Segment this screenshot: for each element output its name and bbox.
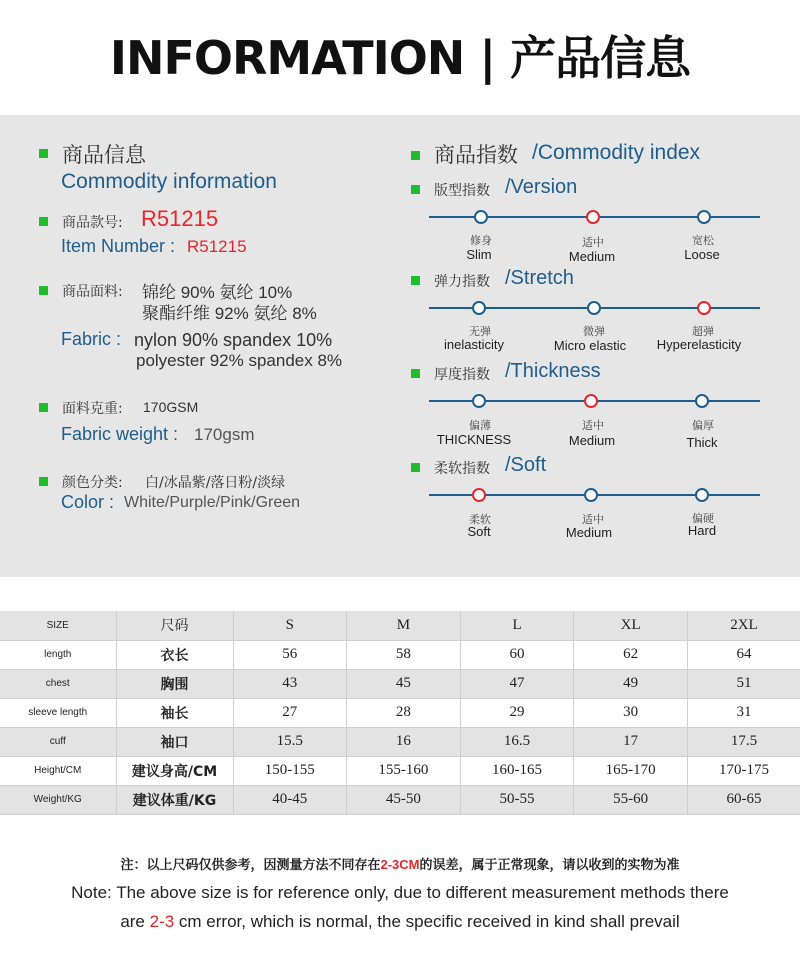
table-cell: 50-55: [460, 785, 574, 814]
soft-opt-en: Medium: [565, 525, 613, 540]
table-cell: 15.5: [233, 727, 347, 756]
table-cell: 40-45: [233, 785, 347, 814]
thickness-opt-en: THICKNESS: [436, 432, 512, 447]
table-cell: 165-170: [574, 756, 688, 785]
bullet-icon: [411, 463, 420, 472]
table-cell: 17.5: [687, 727, 800, 756]
item-number-label-cn: 商品款号:: [62, 215, 123, 231]
table-row: [0, 756, 800, 785]
bullet-icon: [39, 149, 48, 158]
stretch-label-en: /Stretch: [505, 267, 574, 289]
table-row: [0, 727, 800, 756]
thickness-dot-thick: [695, 394, 709, 408]
table-cell: 胸围: [116, 669, 233, 698]
fabric-en-line-2: polyester 92% spandex 8%: [136, 351, 343, 370]
table-cell: 袖长: [116, 698, 233, 727]
table-cell: length: [0, 640, 116, 669]
table-cell: chest: [0, 669, 116, 698]
table-cell: cuff: [0, 727, 116, 756]
table-cell: 58: [347, 640, 461, 669]
item-number-value-cn: R51215: [141, 206, 219, 231]
table-cell: 2XL: [687, 611, 800, 640]
table-cell: 31: [687, 698, 800, 727]
weight-label-en: Fabric weight :: [61, 424, 179, 444]
thickness-opt-cn: 偏薄: [469, 420, 491, 432]
note-en-highlight: 2-3: [149, 912, 175, 931]
table-cell: 27: [233, 698, 347, 727]
version-dot-medium: [586, 210, 600, 224]
stretch-opt-cn: 无弹: [469, 326, 491, 338]
soft-opt-cn: 柔软: [469, 514, 491, 526]
weight-label-cn: 面料克重:: [62, 401, 123, 417]
size-table: [0, 611, 800, 815]
table-cell: 建议体重/KG: [116, 785, 233, 814]
color-label-en: Color :: [61, 492, 115, 512]
thickness-dot-thin: [472, 394, 486, 408]
bullet-icon: [411, 151, 420, 160]
note-cn-after: 的误差，属于正常现象，请以收到的实物为准: [419, 857, 680, 872]
table-cell: M: [347, 611, 461, 640]
table-cell: 尺码: [116, 611, 233, 640]
soft-opt-cn: 偏硬: [692, 513, 714, 525]
table-cell: 17: [574, 727, 688, 756]
note-cn-before: 注：以上尺码仅供参考，因测量方法不同存在: [120, 857, 381, 872]
table-cell: 29: [460, 698, 574, 727]
color-value-en: White/Purple/Pink/Green: [124, 494, 301, 511]
weight-value-cn: 170GSM: [143, 399, 199, 415]
commodity-info-heading-en: Commodity information: [61, 170, 277, 193]
note-cn: [0, 854, 800, 873]
bullet-icon: [411, 369, 420, 378]
table-row: [0, 640, 800, 669]
table-cell: 袖口: [116, 727, 233, 756]
stretch-dot-inelastic: [472, 301, 486, 315]
stretch-opt-en: inelasticity: [444, 337, 504, 352]
table-cell: 160-165: [460, 756, 574, 785]
version-opt-cn: 适中: [582, 237, 604, 249]
stretch-label-cn: 弹力指数: [434, 274, 490, 290]
stretch-opt-en: Hyperelasticity: [656, 337, 742, 352]
soft-dot-hard: [695, 488, 709, 502]
table-cell: 155-160: [347, 756, 461, 785]
version-opt-en: Medium: [568, 249, 616, 264]
bullet-icon: [39, 217, 48, 226]
soft-dot-soft: [472, 488, 486, 502]
stretch-dot-micro: [587, 301, 601, 315]
thickness-dot-medium: [584, 394, 598, 408]
table-cell: L: [460, 611, 574, 640]
fabric-cn-line-2: 聚酯纤维 92% 氨纶 8%: [142, 304, 317, 323]
note-en-after: cm error, which is normal, the specific received in kind shall prevail: [174, 912, 680, 931]
soft-opt-en: Hard: [687, 523, 717, 538]
page-title: INFORMATION | 产品信息: [109, 31, 691, 85]
table-cell: SIZE: [0, 611, 116, 640]
table-cell: Weight/KG: [0, 785, 116, 814]
thickness-opt-en: Thick: [686, 435, 718, 450]
version-dot-slim: [474, 210, 488, 224]
table-cell: 62: [574, 640, 688, 669]
table-cell: 64: [687, 640, 800, 669]
version-opt-en: Slim: [466, 247, 492, 262]
table-cell: 51: [687, 669, 800, 698]
note-en-before: are: [120, 912, 150, 931]
table-cell: 55-60: [574, 785, 688, 814]
soft-label-en: /Soft: [505, 454, 547, 476]
table-cell: 60: [460, 640, 574, 669]
stretch-opt-en: Micro elastic: [553, 338, 627, 353]
weight-value-en: 170gsm: [194, 425, 255, 444]
thickness-label-cn: 厚度指数: [434, 367, 490, 383]
table-row: [0, 669, 800, 698]
fabric-cn-line-1: 锦纶 90% 氨纶 10%: [142, 283, 293, 302]
table-row: [0, 785, 800, 814]
color-value-cn: 白/冰晶紫/落日粉/淡绿: [145, 475, 286, 491]
version-label-cn: 版型指数: [434, 183, 490, 199]
fabric-label-en: Fabric :: [61, 329, 122, 349]
table-row: [0, 698, 800, 727]
table-cell: 47: [460, 669, 574, 698]
thickness-label-en: /Thickness: [505, 360, 601, 382]
item-number-value-en: R51215: [187, 237, 247, 256]
stretch-opt-cn: 微弹: [583, 326, 605, 338]
note-en-line-1: Note: The above size is for reference only, due to different measurement methods there: [71, 883, 729, 902]
soft-opt-en: Soft: [467, 524, 491, 539]
thickness-opt-cn: 适中: [582, 420, 604, 432]
table-cell: 45: [347, 669, 461, 698]
stretch-dot-hyper: [697, 301, 711, 315]
table-cell: 建议身高/CM: [116, 756, 233, 785]
note-cn-highlight: 2-3CM: [380, 857, 420, 872]
soft-dot-medium: [584, 488, 598, 502]
table-cell: 43: [233, 669, 347, 698]
note-en-line-2: [0, 912, 800, 932]
bullet-icon: [411, 276, 420, 285]
table-cell: 衣长: [116, 640, 233, 669]
bullet-icon: [39, 286, 48, 295]
soft-opt-cn: 适中: [582, 514, 604, 526]
bullet-icon: [39, 403, 48, 412]
item-number-label-en: Item Number :: [61, 236, 176, 256]
bullet-icon: [39, 477, 48, 486]
fabric-label-cn: 商品面料:: [62, 284, 123, 300]
size-table-header: [0, 611, 800, 640]
commodity-index-heading-en: /Commodity index: [532, 141, 701, 164]
table-cell: 56: [233, 640, 347, 669]
version-opt-cn: 修身: [470, 235, 492, 247]
table-cell: 16.5: [460, 727, 574, 756]
color-label-cn: 颜色分类:: [62, 475, 123, 491]
table-cell: S: [233, 611, 347, 640]
table-cell: 170-175: [687, 756, 800, 785]
commodity-index-heading-cn: 商品指数: [434, 143, 518, 167]
bullet-icon: [411, 185, 420, 194]
table-cell: 16: [347, 727, 461, 756]
table-cell: sleeve length: [0, 698, 116, 727]
fabric-en-line-1: nylon 90% spandex 10%: [134, 330, 333, 350]
table-cell: 150-155: [233, 756, 347, 785]
version-opt-cn: 宽松: [692, 235, 714, 247]
version-label-en: /Version: [505, 176, 578, 198]
commodity-info-heading-cn: 商品信息: [62, 143, 146, 167]
table-cell: 60-65: [687, 785, 800, 814]
version-dot-loose: [697, 210, 711, 224]
stretch-opt-cn: 超弹: [692, 326, 714, 338]
table-cell: 28: [347, 698, 461, 727]
table-cell: 45-50: [347, 785, 461, 814]
thickness-opt-cn: 偏厚: [692, 420, 714, 432]
table-cell: Height/CM: [0, 756, 116, 785]
table-cell: 30: [574, 698, 688, 727]
table-cell: XL: [574, 611, 688, 640]
soft-label-cn: 柔软指数: [434, 461, 490, 477]
thickness-opt-en: Medium: [568, 433, 616, 448]
table-cell: 49: [574, 669, 688, 698]
version-opt-en: Loose: [684, 247, 720, 262]
